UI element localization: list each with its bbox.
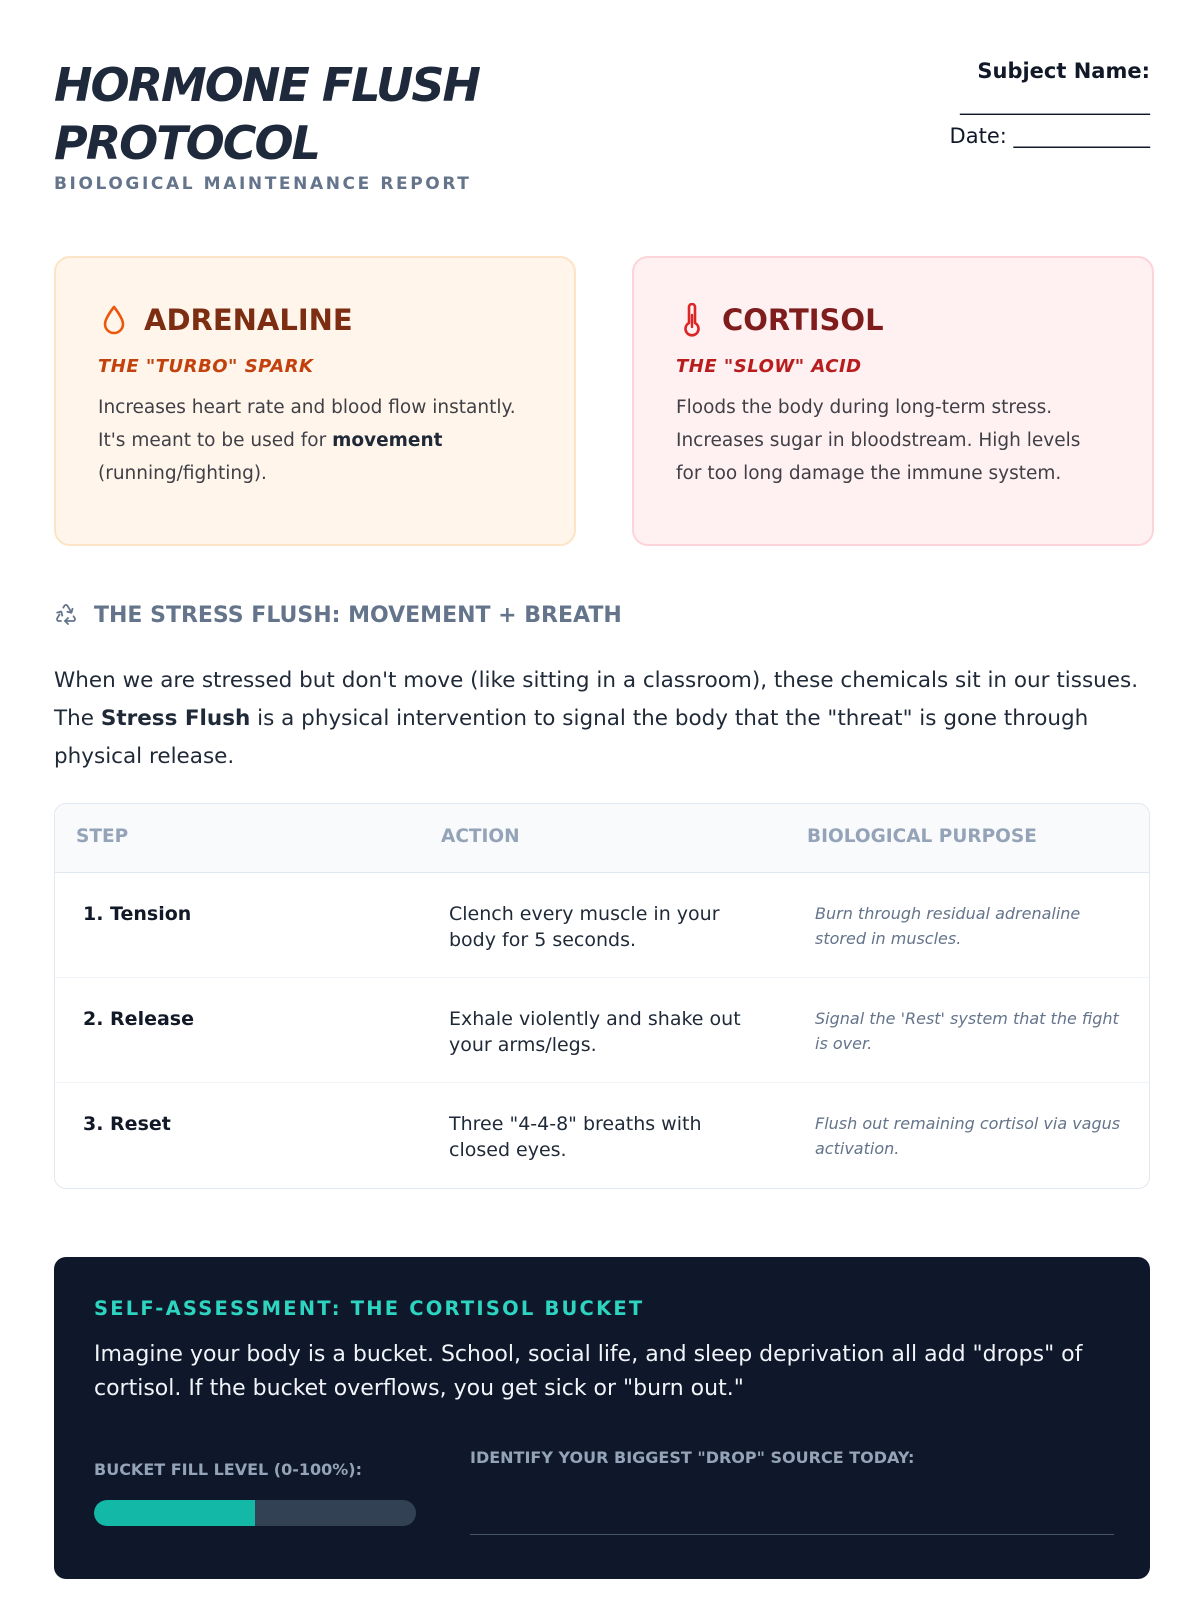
cortisol-card [632, 256, 1154, 546]
row-step: 1. Tension [83, 903, 192, 925]
report-page [54, 0, 1150, 1600]
subject-name-label: Subject Name: [977, 59, 1150, 83]
assessment-title: SELF-ASSESSMENT: THE CORTISOL BUCKET [94, 1297, 645, 1320]
section-title: THE STRESS FLUSH: MOVEMENT + BREATH [94, 602, 622, 628]
cortisol-description: Floods the body during long-term stress. Increases sugar in bloodstream. High levels for too long damage the immune system. [676, 397, 1081, 484]
row-step: 3. Reset [83, 1113, 171, 1135]
drop-source-label: IDENTIFY YOUR BIGGEST "DROP" SOURCE TODAY: [470, 1448, 915, 1467]
row-action: Exhale violently and shake out your arms/legs. [449, 1008, 741, 1056]
adrenaline-tagline: THE "TURBO" SPARK [98, 356, 314, 377]
recycle-icon [54, 602, 80, 628]
header-step: STEP [76, 826, 129, 847]
row-action: Clench every muscle in your body for 5 seconds. [449, 903, 720, 951]
self-assessment-panel [54, 1257, 1150, 1579]
adrenaline-card [54, 256, 576, 546]
thermometer-icon [676, 302, 708, 338]
table-row [55, 1083, 1149, 1188]
adrenaline-emphasis: movement [332, 430, 443, 451]
row-step: 2. Release [83, 1008, 194, 1030]
fill-level-label: BUCKET FILL LEVEL (0-100%): [94, 1460, 363, 1479]
table-row [55, 978, 1149, 1083]
bucket-fill-bar [94, 1500, 255, 1526]
subject-meta [950, 56, 1150, 152]
date-field[interactable]: Date: _____________ [949, 124, 1150, 148]
adrenaline-description: Increases heart rate and blood flow instantly. It's meant to be used for movement (running/fighting). [98, 397, 516, 484]
stress-flush-heading [54, 602, 622, 628]
drop-source-input[interactable] [470, 1485, 1114, 1535]
report-header [54, 56, 1150, 206]
stress-flush-intro: When we are stressed but don't move (like sitting in a classroom), these chemicals sit in our tissues. The Stress Flush is a physical intervention to signal the body that the "threat" is gone through physical release. [54, 668, 1139, 769]
cortisol-tagline: THE "SLOW" ACID [676, 356, 862, 377]
droplet-icon [98, 302, 130, 338]
stress-flush-emphasis: Stress Flush [100, 706, 251, 731]
table-header [55, 804, 1149, 873]
cortisol-title: CORTISOL [722, 303, 884, 337]
row-action: Three "4-4-8" breaths with closed eyes. [449, 1113, 702, 1161]
row-purpose: Flush out remaining cortisol via vagus activation. [815, 1114, 1121, 1158]
header-purpose: BIOLOGICAL PURPOSE [807, 826, 1037, 847]
bucket-fill-slider[interactable] [94, 1500, 416, 1526]
adrenaline-title: ADRENALINE [144, 303, 353, 337]
header-action: ACTION [441, 826, 520, 847]
report-subtitle: BIOLOGICAL MAINTENANCE REPORT [54, 174, 472, 194]
assessment-text: Imagine your body is a bucket. School, social life, and sleep deprivation all add "drops" of cortisol. If the bucket overflows, you get sick or "burn out." [94, 1342, 1083, 1401]
row-purpose: Signal the 'Rest' system that the fight is over. [815, 1009, 1119, 1053]
report-title: HORMONE FLUSH PROTOCOL [54, 58, 480, 170]
row-purpose: Burn through residual adrenaline stored in muscles. [815, 904, 1081, 948]
protocol-table [54, 803, 1150, 1189]
subject-name-blank[interactable]: ___________________ [960, 91, 1150, 115]
table-row [55, 873, 1149, 978]
